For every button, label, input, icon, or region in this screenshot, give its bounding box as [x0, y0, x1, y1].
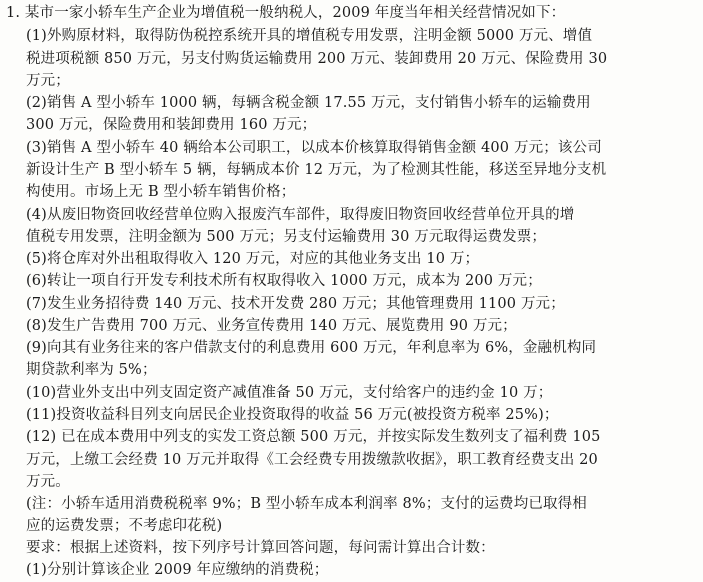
note-line: 应的运费发票；不考虑印花税) [26, 518, 223, 534]
text-line: (5)将仓库对外出租取得收入 120 万元，对应的其他业务支出 10 万； [26, 251, 480, 267]
text-line: (12) 已在成本费用中列支的实发工资总额 500 万元，并按实际发生数列支了福利费 105 [26, 429, 601, 445]
text-line: (1)外购原材料，取得防伪税控系统开具的增值税专用发票，注明金额 5000 万元、增值 [26, 28, 593, 44]
text-line: 构使用。市场上无 B 型小轿车销售价格； [26, 184, 296, 200]
text-line: (2)销售 A 型小轿车 1000 辆，每辆含税金额 17.55 万元，支付销售小轿车的运输费用 [26, 95, 591, 111]
text-line: 新设计生产 B 型小轿车 5 辆，每辆成本价 12 万元，为了检测其性能，移送至异地分支机 [26, 162, 607, 178]
text-line: 期贷款利率为 5%； [26, 362, 157, 378]
text-line: (3)销售 A 型小轿车 40 辆给本公司职工，以成本价核算取得销售金额 400 万元；该公司 [26, 140, 602, 156]
text-line: (6)转让一项自行开发专利技术所有权取得收入 1000 万元，成本为 200 万元； [26, 273, 542, 289]
text-line: 万元。 [26, 474, 70, 490]
text-line: (11)投资收益科目列支向居民企业投资取得的收益 56 万元(被投资方税率 25%)； [26, 407, 559, 423]
text-line: (8)发生广告费用 700 万元、业务宣传费用 140 万元、展览费用 90 万元； [26, 318, 517, 334]
text-line: 300 万元，保险费用和装卸费用 160 万元； [26, 117, 317, 133]
text-line: 万元； [26, 73, 70, 89]
requirement-line: 要求：根据上述资料，按下列序号计算回答问题，每问需计算出合计数： [26, 540, 495, 556]
question-intro: 1. 某市一家小轿车生产企业为增值税一般纳税人，2009 年度当年相关经营情况如下： [6, 5, 566, 21]
requirement-line: (1)分别计算该企业 2009 年应缴纳的消费税； [26, 562, 329, 578]
text-line: 税进项税额 850 万元，另支付购货运输费用 200 万元、装卸费用 20 万元、保险费用 30 [26, 51, 608, 67]
note-line: (注：小轿车适用消费税税率 9%；B 型小轿车成本利润率 8%；支付的运费均已取得相 [26, 496, 587, 512]
text-line: (10)营业外支出中列支固定资产减值准备 50 万元，支付给客户的违约金 10 万； [26, 385, 553, 401]
text-line: (4)从废旧物资回收经营单位购入报废汽车部件，取得废旧物资回收经营单位开具的增 [26, 207, 575, 223]
text-line: 值税专用发票，注明金额为 500 万元；另支付运输费用 30 万元取得运费发票； [26, 229, 547, 245]
text-line: (9)向其有业务往来的客户借款支付的利息费用 600 万元，年利息率为 6%，金融机构同 [26, 340, 597, 356]
text-line: 万元，上缴工会经费 10 万元并取得《工会经费专用拨缴款收据》，职工教育经费支出 20 [26, 452, 598, 468]
text-line: (7)发生业务招待费 140 万元、技术开发费 280 万元；其他管理费用 1100 万元； [26, 296, 565, 312]
